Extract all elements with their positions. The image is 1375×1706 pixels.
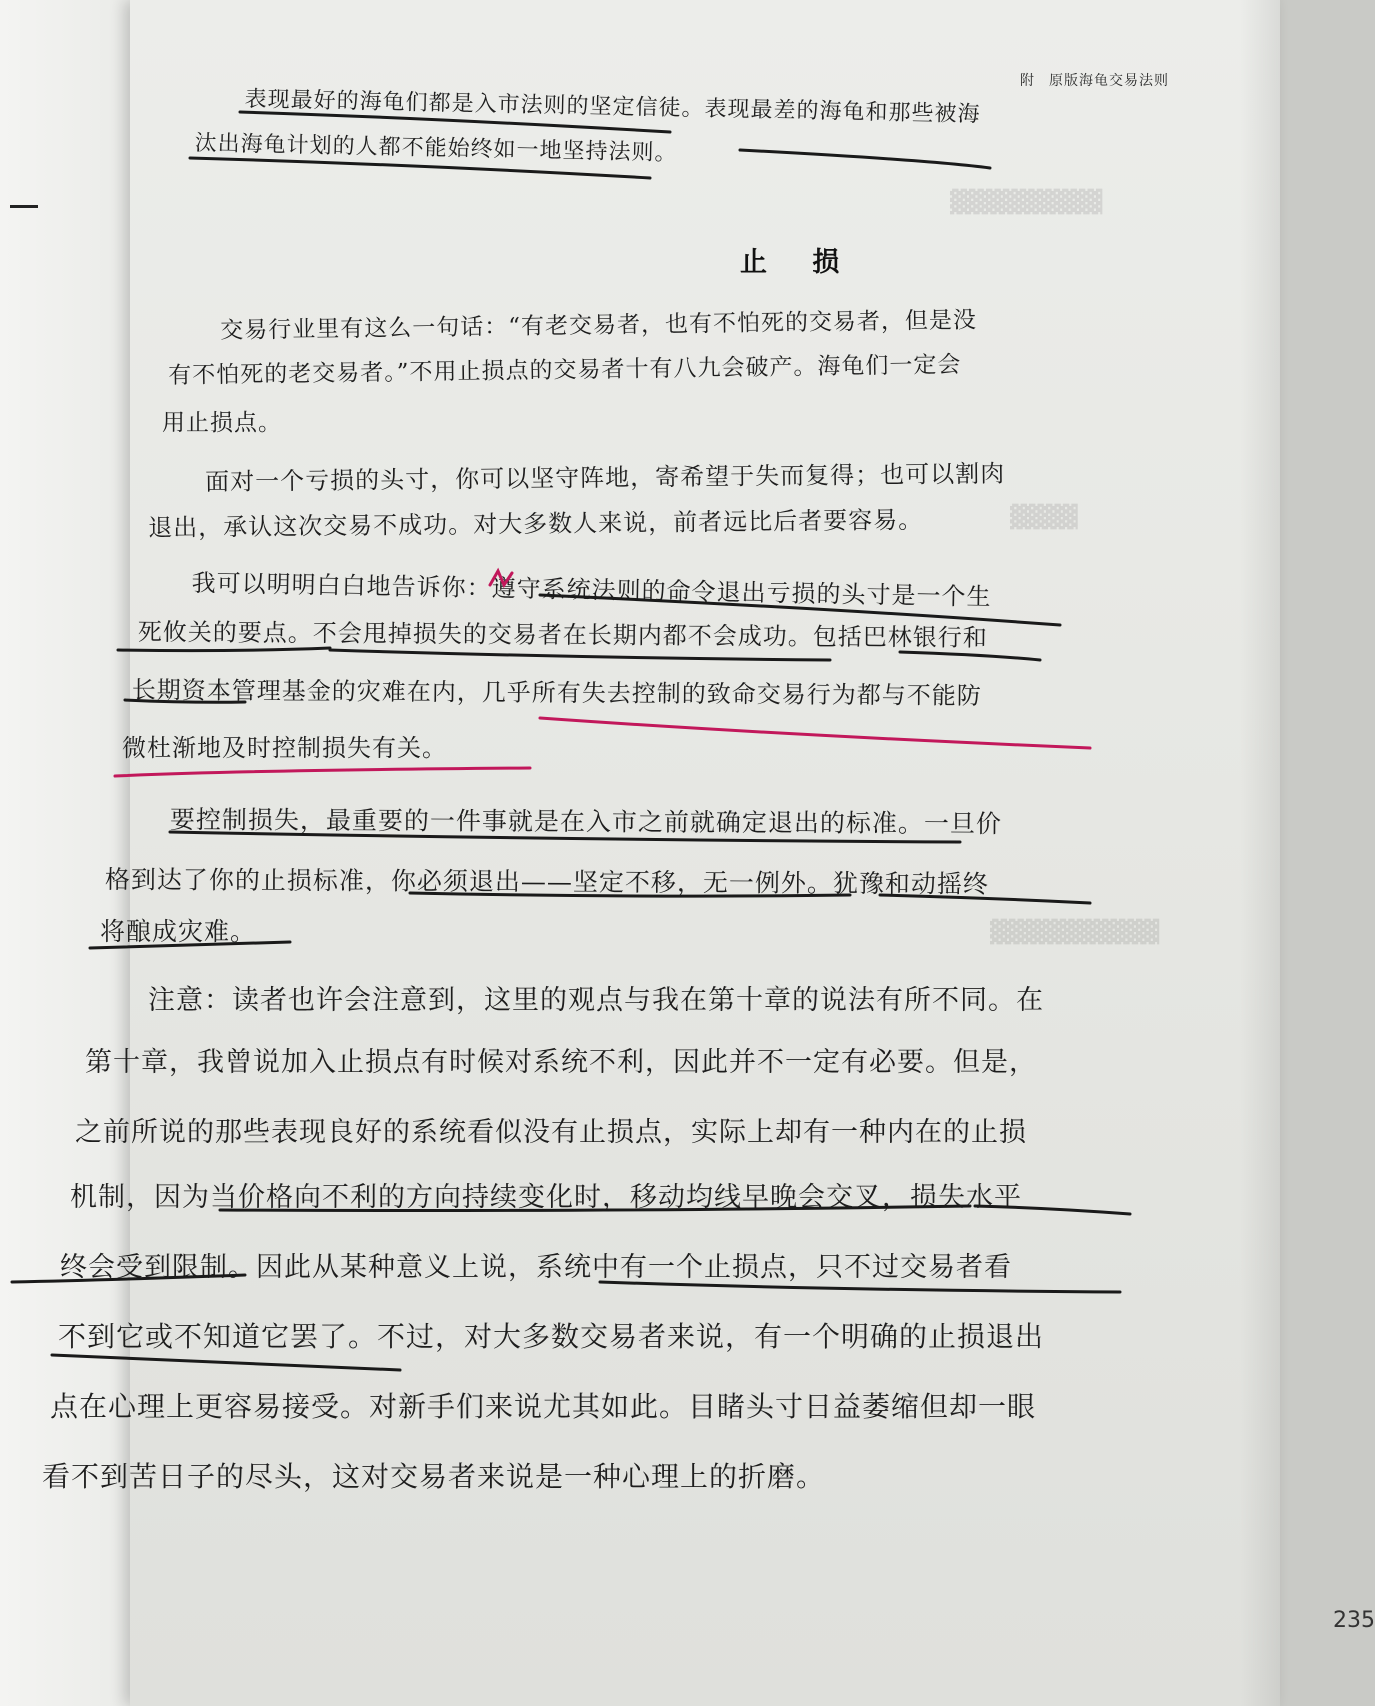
text-line: 用止损点。 xyxy=(162,410,282,436)
pen-underline xyxy=(240,112,670,132)
text-line: 微杜渐地及时控制损失有关。 xyxy=(122,734,447,762)
text-line: 终会受到限制。因此从某种意义上说，系统中有一个止损点，只不过交易者看 xyxy=(60,1252,1012,1283)
text-line: 不到它或不知道它罢了。不过，对大多数交易者来说，有一个明确的止损退出 xyxy=(58,1320,1045,1353)
pen-underline xyxy=(975,1206,1130,1214)
text-line: 机制，因为当价格向不利的方向持续变化时，移动均线早晚会交叉，损失水平 xyxy=(70,1182,1022,1213)
pen-underline xyxy=(125,700,245,702)
text-line: 看不到苦日子的尽头，这对交易者来说是一种心理上的折磨。 xyxy=(42,1460,826,1493)
text-line: 将酿成灾难。 xyxy=(100,917,257,946)
text-line: 退出，承认这次交易不成功。对大多数人来说，前者远比后者要容易。 xyxy=(148,505,924,542)
text-line: 之前所说的那些表现良好的系统看似没有止损点，实际上却有一种内在的止损 xyxy=(75,1117,1027,1148)
header-book-title: 原版海龟交易法则 xyxy=(1049,73,1169,89)
handwritten-annotations xyxy=(130,0,1280,1706)
text-line: 表现最好的海龟们都是入市法则的坚定信徒。表现最差的海龟和那些被海 xyxy=(244,86,981,128)
bleed-through-text: ▓▓▓▓ xyxy=(1010,505,1078,530)
text-line: 我可以明明白白地告诉你：遵守系统法则的命令退出亏损的头寸是一个生 xyxy=(191,568,992,611)
pen-underline xyxy=(220,1206,970,1211)
text-line: 格到达了你的止损标准，你必须退出——坚定不移，无一例外。犹豫和动摇终 xyxy=(104,864,989,899)
header-prefix: 附 xyxy=(1020,73,1035,89)
book-page xyxy=(42,0,1375,1706)
text-line: 点在心理上更容易接受。对新手们来说尤其如此。目睹头寸日益萎缩但却一眼 xyxy=(50,1390,1037,1423)
text-line: 要控制损失，最重要的一件事就是在入市之前就确定退出的标准。一旦价 xyxy=(169,804,1002,839)
bleed-through-text: ▓▓▓▓▓▓▓▓▓ xyxy=(950,190,1103,215)
section-title: 止 损 xyxy=(740,247,858,278)
desk-surface xyxy=(0,0,150,1706)
text-line: 有不怕死的老交易者。”不用止损点的交易者十有八九会破产。海龟们一定会 xyxy=(168,351,962,389)
pen-underline xyxy=(330,650,830,660)
page-number: 235 xyxy=(1333,1608,1375,1633)
highlighter-underline xyxy=(540,718,1090,748)
pen-underline xyxy=(410,893,850,896)
bleed-through-text: ▓▓▓▓▓▓▓▓▓▓ xyxy=(990,920,1160,945)
pen-underline xyxy=(880,895,1090,903)
pen-underline xyxy=(740,150,990,168)
highlighter-underline xyxy=(115,768,530,776)
text-line: 长期资本管理基金的灾难在内，几乎所有失去控制的致命交易行为都与不能防 xyxy=(131,675,982,710)
text-line: 交易行业里有这么一句话：“有老交易者，也有不怕死的交易者，但是没 xyxy=(220,307,978,344)
pen-underline xyxy=(190,158,650,178)
pen-underline xyxy=(600,1282,1120,1292)
pen-underline xyxy=(900,652,1040,660)
text-line: 死攸关的要点。不会甩掉损失的交易者在长期内都不会成功。包括巴林银行和 xyxy=(137,617,988,652)
pen-underline xyxy=(118,648,330,651)
text-line: 汰出海龟计划的人都不能始终如一地坚持法则。 xyxy=(194,130,678,167)
text-line: 第十章，我曾说加入止损点有时候对系统不利，因此并不一定有必要。但是， xyxy=(85,1047,1037,1078)
pen-underline xyxy=(170,832,960,842)
pen-stroke-on-desk xyxy=(10,205,38,208)
ink-mark xyxy=(490,571,512,585)
text-line: 注意：读者也许会注意到，这里的观点与我在第十章的说法有所不同。在 xyxy=(148,985,1044,1016)
pen-underline xyxy=(540,595,1060,625)
text-line: 面对一个亏损的头寸，你可以坚守阵地，寄希望于失而复得；也可以割肉 xyxy=(205,459,1006,496)
